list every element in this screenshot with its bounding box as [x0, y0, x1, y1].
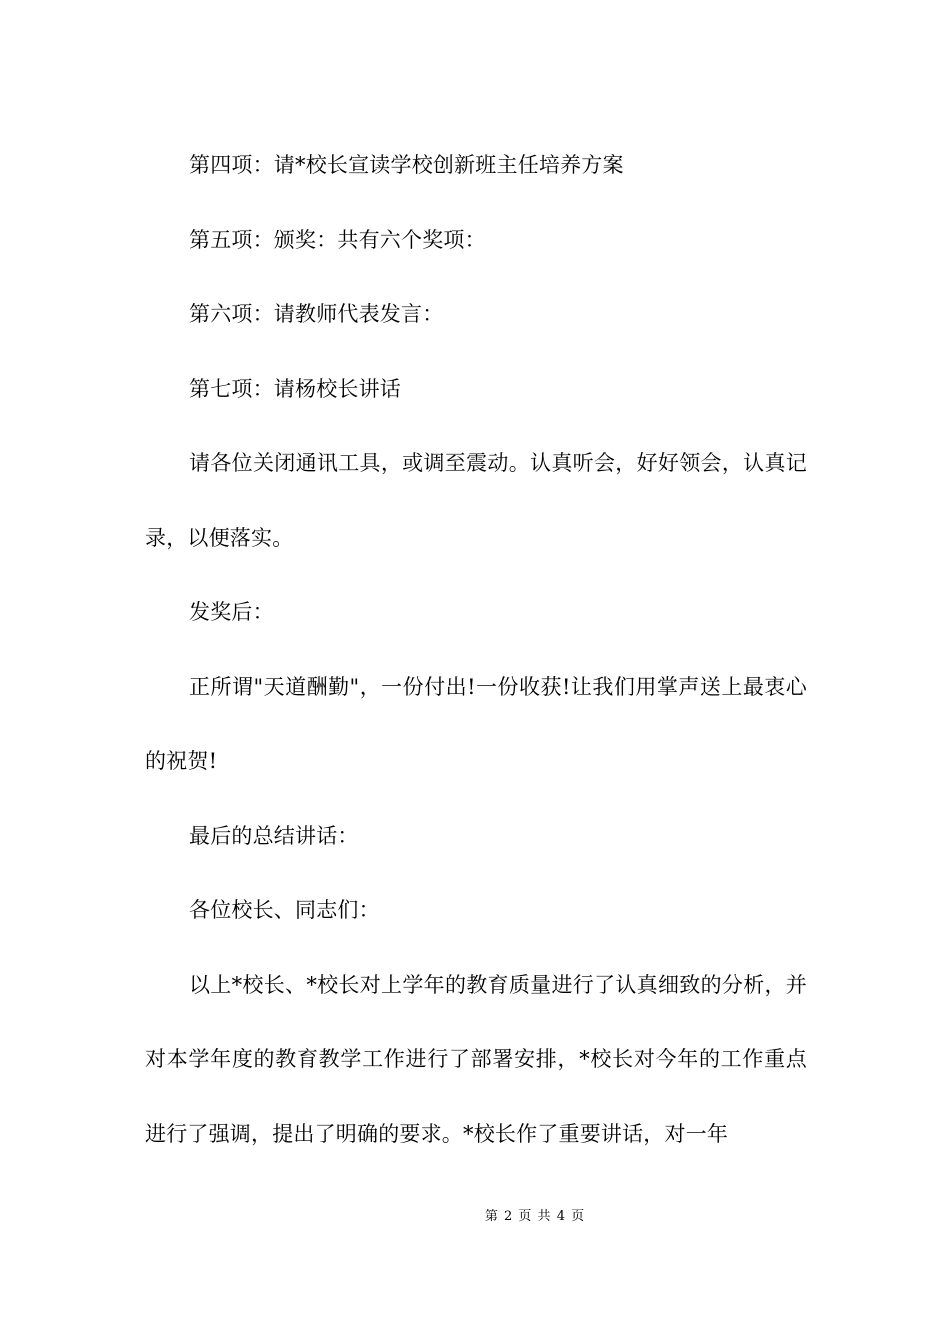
paragraph-item-5: 第五项：颁奖：共有六个奖项：: [189, 227, 486, 252]
paragraph-item-6: 第六项：请教师代表发言：: [189, 302, 444, 326]
page-number-footer: 第 2 页 共 4 页: [484, 1209, 586, 1224]
paragraph-item-7: 第七项：请杨校长讲话: [189, 376, 401, 401]
paragraph-notice: 请各位关闭通讯工具，或调至震动。认真听会，好好领会，认真记录，以便落实。: [145, 451, 807, 550]
paragraph-summary-heading: 最后的总结讲话：: [189, 823, 359, 848]
document-body: [145, 128, 807, 1171]
paragraph-congrats: 正所谓"天道酬勤"，一份付出!一份收获!让我们用掌声送上最衷心的祝贺!: [145, 674, 807, 773]
paragraph-summary-body: 以上*校长、*校长对上学年的教育质量进行了认真细致的分析，并对本学年度的教育教学工作进行了部署安排，*校长对今年的工作重点进行了强调，提出了明确的要求。*校长作了重要讲话，对一年: [145, 972, 807, 1146]
paragraph-salutation: 各位校长、同志们：: [189, 898, 380, 922]
paragraph-after-award: 发奖后：: [189, 600, 274, 624]
paragraph-item-4: 第四项：请*校长宣读学校创新班主任培养方案: [189, 153, 624, 177]
